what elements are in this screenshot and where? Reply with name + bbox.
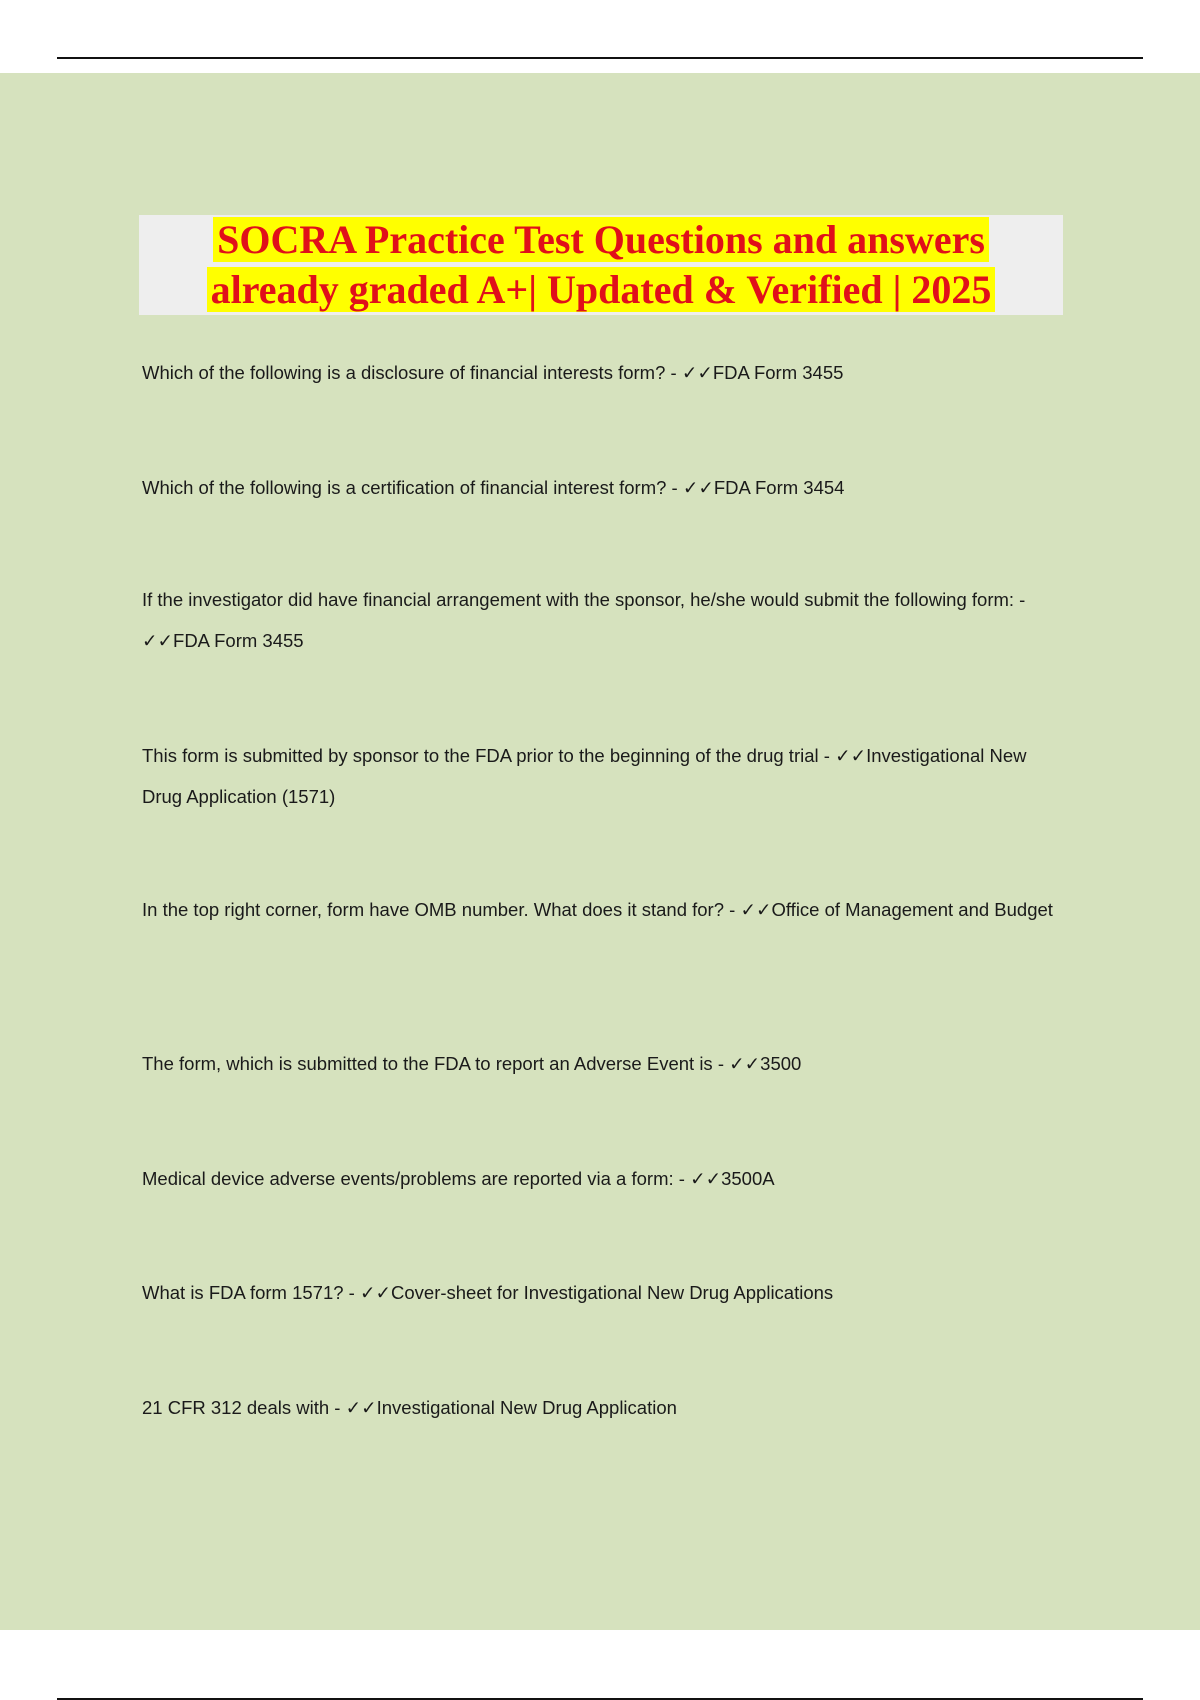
document-title [139, 215, 1063, 315]
answer-text: FDA Form 3455 [173, 630, 304, 651]
separator: - [329, 1397, 346, 1418]
check-mark-icon: ✓✓ [690, 1168, 722, 1189]
answer-text: 3500A [721, 1168, 775, 1189]
answer-text: Cover-sheet for Investigational New Drug Applications [391, 1282, 834, 1303]
question-text: Which of the following is a disclosure of financial interests form? [142, 362, 666, 383]
qa-item-8 [142, 1272, 1062, 1313]
check-mark-icon: ✓✓ [359, 1282, 391, 1303]
question-text: In the top right corner, form have OMB number. What does it stand for? [142, 899, 725, 920]
separator: - [343, 1282, 360, 1303]
check-mark-icon: ✓✓ [835, 745, 867, 766]
qa-item-6 [142, 1043, 1062, 1084]
answer-text: Investigational New Drug Application (1571) [142, 745, 1027, 807]
answer-text: Investigational New Drug Application [376, 1397, 677, 1418]
question-text: If the investigator did have financial arrangement with the sponsor, he/she would submit the following form: [142, 589, 1015, 610]
title-line-2: already graded A+| Updated & Verified | 2025 [207, 267, 996, 312]
question-text: This form is submitted by sponsor to the FDA prior to the beginning of the drug trial [142, 745, 819, 766]
separator: - [724, 899, 741, 920]
top-rule [57, 57, 1143, 59]
qa-item-5 [142, 889, 1062, 930]
question-text: The form, which is submitted to the FDA to report an Adverse Event is [142, 1053, 713, 1074]
qa-item-3 [142, 579, 1062, 661]
separator: - [712, 1053, 730, 1074]
check-mark-icon: ✓✓ [729, 1053, 761, 1074]
separator: - [666, 477, 683, 498]
question-text: Medical device adverse events/problems are reported via a form: [142, 1168, 674, 1189]
answer-text: Office of Management and Budget [771, 899, 1053, 920]
check-mark-icon: ✓✓ [740, 899, 772, 920]
answer-text: 3500 [760, 1053, 802, 1074]
separator: - [818, 745, 836, 766]
qa-item-9 [142, 1387, 1062, 1428]
question-text: What is FDA form 1571? [142, 1282, 344, 1303]
separator: - [1014, 589, 1026, 610]
separator: - [665, 362, 682, 383]
qa-item-2 [142, 467, 1062, 508]
qa-item-4 [142, 735, 1062, 817]
question-text: Which of the following is a certification of financial interest form? [142, 477, 667, 498]
check-mark-icon: ✓✓ [142, 630, 174, 651]
answer-text: FDA Form 3454 [713, 477, 845, 498]
question-text: 21 CFR 312 deals with [142, 1397, 330, 1418]
qa-item-1 [142, 352, 1062, 393]
check-mark-icon: ✓✓ [345, 1397, 377, 1418]
check-mark-icon: ✓✓ [682, 477, 714, 498]
check-mark-icon: ✓✓ [681, 362, 713, 383]
qa-item-7 [142, 1158, 1062, 1199]
separator: - [673, 1168, 691, 1189]
answer-text: FDA Form 3455 [712, 362, 844, 383]
title-line-1: SOCRA Practice Test Questions and answers [213, 217, 989, 262]
